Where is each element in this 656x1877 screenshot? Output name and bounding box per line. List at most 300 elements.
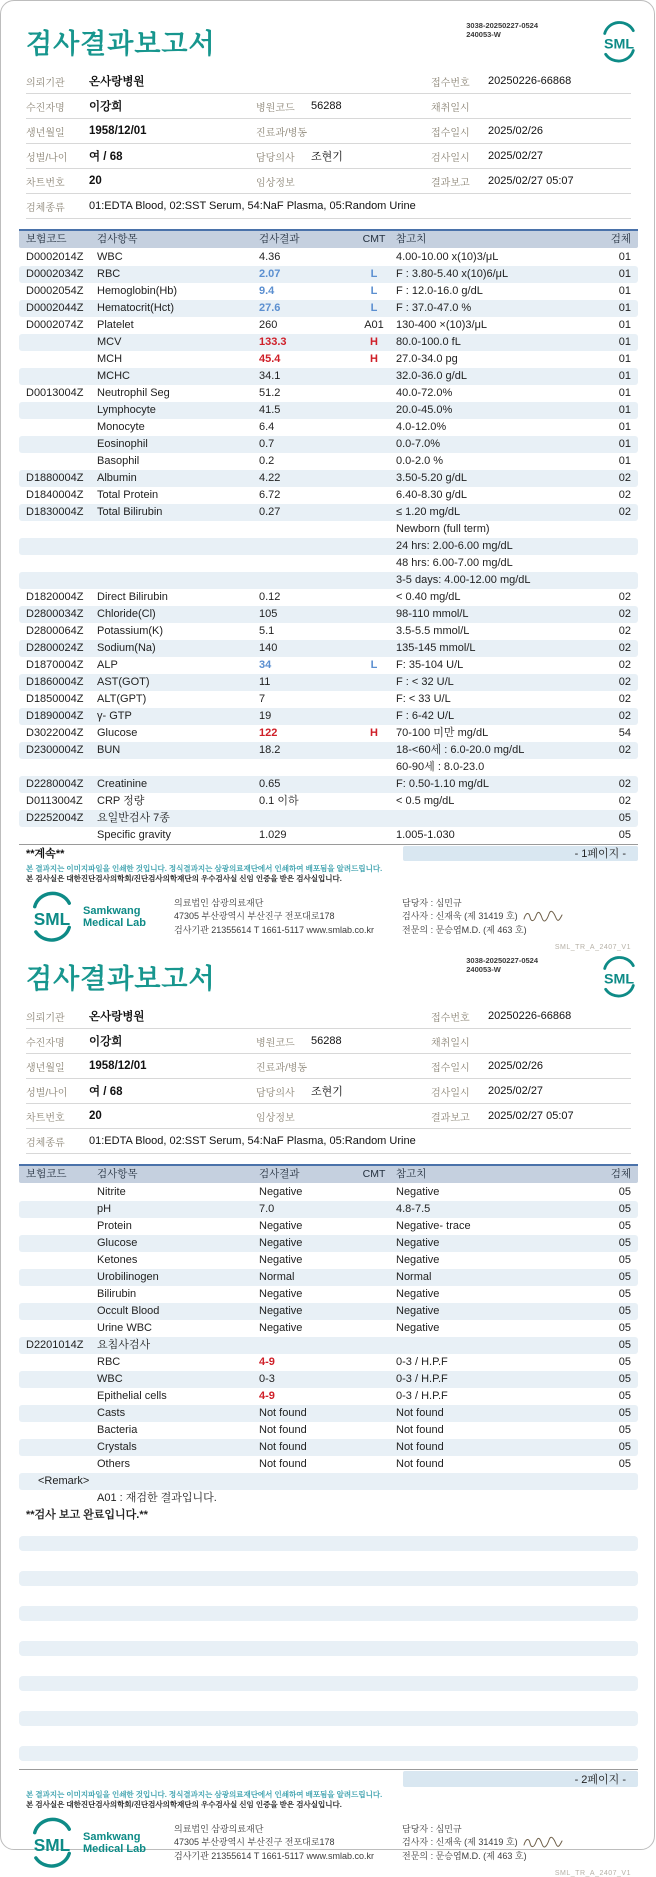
cell-result: 0-3 [259, 1373, 275, 1385]
cell-reference: 27.0-34.0 pg [396, 353, 458, 365]
cell-result: 105 [259, 608, 278, 620]
cell-reference: 0.0-2.0 % [396, 455, 444, 467]
staff-physician: 전문의 : 문승엽M.D. (제 463 호) [402, 924, 527, 935]
cell-test-item: CRP 정량 [97, 795, 145, 807]
empty-stripe [19, 1641, 638, 1656]
cell-insurance-code: D1870004Z [26, 659, 84, 671]
cell-reference: F : 3.80-5.40 x(10)6/μL [396, 268, 509, 280]
cell-reference: < 0.40 mg/dL [396, 591, 461, 603]
cell-insurance-code [26, 1269, 97, 1286]
table-row [19, 1303, 638, 1320]
col-test-item: 검사항목 [97, 1168, 138, 1180]
cell-specimen: 05 [618, 1271, 631, 1283]
cell-test-item: ALT(GPT) [97, 693, 147, 705]
cell-test-item [97, 538, 259, 555]
cell-reference: Not found [396, 1458, 444, 1470]
cell-cmt [356, 419, 392, 436]
cell-result: Not found [259, 1407, 307, 1419]
table-row [19, 385, 638, 402]
info-label: 진료과/병동 [256, 127, 308, 139]
cell-specimen [601, 555, 631, 572]
cell-insurance-code: D2300004Z [26, 744, 84, 756]
info-label: 담당의사 [256, 1087, 295, 1099]
cell-cmt [356, 1354, 392, 1371]
table-row [19, 283, 638, 300]
cell-result: 5.1 [259, 625, 275, 637]
info-label: 생년월일 [26, 1062, 65, 1074]
table-row [19, 317, 638, 334]
info-label: 접수번호 [431, 1012, 470, 1024]
table-row [19, 742, 638, 759]
cell-reference: 18-<60세 : 6.0-20.0 mg/dL [396, 744, 525, 756]
cell-insurance-code: D0002034Z [26, 268, 84, 280]
cell-reference: Negative [396, 1186, 440, 1198]
cell-insurance-code [26, 1235, 97, 1252]
cell-result: 140 [259, 642, 278, 654]
info-value: 이강희 [89, 1036, 123, 1048]
cell-reference: 135-145 mmol/L [396, 642, 476, 654]
cell-cmt [356, 1184, 392, 1201]
cell-result: 122 [259, 727, 278, 739]
cell-cmt [356, 1320, 392, 1337]
info-label: 담당의사 [256, 152, 295, 164]
report-footer [26, 1820, 631, 1866]
cell-cmt: L [370, 302, 378, 314]
table-row [19, 266, 638, 283]
sml-logo-footer [26, 894, 174, 940]
cell-result: Not found [259, 1458, 307, 1470]
cell-cmt [356, 368, 392, 385]
cell-test-item: Ketones [97, 1254, 138, 1266]
cell-specimen: 05 [618, 1356, 631, 1368]
info-value: 01:EDTA Blood, 02:SST Serum, 54:NaF Plasma, 05:Random Urine [89, 200, 416, 212]
cell-insurance-code [26, 419, 97, 436]
cell-result: 4.22 [259, 472, 281, 484]
cell-test-item [97, 521, 259, 538]
page-title: 검사결과보고서 [26, 964, 216, 994]
cell-test-item: Total Bilirubin [97, 506, 163, 518]
cell-specimen: 02 [618, 676, 631, 688]
table-row [19, 1371, 638, 1388]
cell-reference: F : 6-42 U/L [396, 710, 455, 722]
table-row [19, 453, 638, 470]
page-indicator: - 1페이지 - [403, 846, 638, 861]
empty-rows [26, 1536, 631, 1761]
table-row [19, 521, 638, 538]
info-value: 20 [89, 1110, 102, 1122]
cell-cmt [356, 674, 392, 691]
cell-specimen: 01 [618, 268, 631, 280]
cell-insurance-code [26, 538, 97, 555]
cell-insurance-code [26, 1201, 97, 1218]
cell-cmt [356, 1303, 392, 1320]
cell-test-item: Bacteria [97, 1424, 138, 1436]
cell-reference: 24 hrs: 2.00-6.00 mg/dL [396, 540, 513, 552]
cell-insurance-code: D1880004Z [26, 472, 84, 484]
cell-test-item: Glucose [97, 1237, 138, 1249]
col-insurance-code: 보험코드 [26, 1168, 67, 1180]
cell-specimen: 05 [618, 1305, 631, 1317]
cell-cmt [356, 402, 392, 419]
cell-cmt [356, 640, 392, 657]
cell-insurance-code [26, 334, 97, 351]
cell-cmt [356, 708, 392, 725]
cell-specimen: 02 [618, 642, 631, 654]
cell-cmt [356, 759, 392, 776]
cell-reference: ≤ 1.20 mg/dL [396, 506, 461, 518]
cell-cmt [356, 589, 392, 606]
cell-reference: Negative [396, 1305, 440, 1317]
cell-test-item: Platelet [97, 319, 134, 331]
table-row [19, 1286, 638, 1303]
info-label: 검체종류 [26, 202, 65, 214]
table-row [19, 1184, 638, 1201]
cell-test-item: Albumin [97, 472, 137, 484]
cell-insurance-code: D3022004Z [26, 727, 84, 739]
cell-specimen: 05 [618, 1390, 631, 1402]
cell-specimen: 05 [618, 1339, 631, 1351]
patient-info-row [26, 1004, 631, 1029]
cell-cmt [356, 555, 392, 572]
cell-insurance-code: D0013004Z [26, 387, 84, 399]
org-address: 의료법인 삼광의료재단 47305 부산광역시 부산진구 전포대로178 검사기관 21355614 T 1661-5117 www.smlab.co.kr [174, 897, 375, 935]
cell-result: 0.12 [259, 591, 281, 603]
cell-reference: 1.005-1.030 [396, 829, 455, 841]
report-page-2 [1, 936, 656, 1877]
cell-result: 7.0 [259, 1203, 275, 1215]
page-indicator-row [19, 1769, 638, 1787]
cell-cmt [356, 1371, 392, 1388]
cell-insurance-code [26, 759, 97, 776]
cell-specimen: 01 [618, 421, 631, 433]
cell-reference: Negative [396, 1237, 440, 1249]
col-reference: 참고치 [396, 233, 427, 245]
empty-stripe [19, 1536, 638, 1551]
staff-physician: 전문의 : 문승엽M.D. (제 463 호) [402, 1850, 527, 1861]
cell-insurance-code: D1830004Z [26, 506, 84, 518]
table-row [19, 1456, 638, 1473]
cell-result: Negative [259, 1237, 303, 1249]
cell-cmt [356, 1405, 392, 1422]
cell-reference: 98-110 mmol/L [396, 608, 469, 620]
info-value: 1958/12/01 [89, 1060, 147, 1072]
table-row [19, 640, 638, 657]
continuation-row [19, 844, 638, 861]
cell-specimen: 01 [618, 404, 631, 416]
cell-reference: 6.40-8.30 g/dL [396, 489, 467, 501]
cell-reference: F: < 33 U/L [396, 693, 451, 705]
cell-result: Negative [259, 1305, 303, 1317]
cell-cmt [356, 1269, 392, 1286]
info-label: 성별/나이 [26, 1087, 68, 1099]
info-label: 진료과/병동 [256, 1062, 308, 1074]
info-label: 의뢰기관 [26, 1012, 65, 1024]
info-label: 결과보고 [431, 177, 470, 189]
cell-result: Negative [259, 1186, 303, 1198]
cell-result: Negative [259, 1220, 303, 1232]
page-title: 검사결과보고서 [26, 29, 216, 59]
cell-insurance-code: D1890004Z [26, 710, 84, 722]
patient-info-row [26, 1104, 631, 1129]
cell-test-item: Hemoglobin(Hb) [97, 285, 178, 297]
cell-insurance-code: D2280004Z [26, 778, 84, 790]
cell-result: 4-9 [259, 1356, 275, 1368]
cell-result: 51.2 [259, 387, 281, 399]
cell-specimen: 02 [618, 744, 631, 756]
table-row [19, 572, 638, 589]
cell-test-item: BUN [97, 744, 121, 756]
empty-stripe [19, 1606, 638, 1621]
cell-test-item: pH [97, 1203, 112, 1215]
sml-logo-icon [598, 23, 640, 66]
cell-insurance-code [26, 1184, 97, 1201]
cell-result: 0.1 이하 [259, 795, 299, 807]
cell-reference: 32.0-36.0 g/dL [396, 370, 467, 382]
patient-info-section [26, 69, 631, 219]
info-label: 차트번호 [26, 177, 65, 189]
cell-insurance-code [26, 521, 97, 538]
cell-insurance-code [26, 1439, 97, 1456]
info-label: 접수번호 [431, 77, 470, 89]
cell-result: 34 [259, 659, 272, 671]
table-row [19, 776, 638, 793]
cell-reference: 4.0-12.0% [396, 421, 447, 433]
cell-specimen: 05 [618, 1407, 631, 1419]
col-specimen: 검체 [610, 1168, 631, 1180]
cell-cmt: L [370, 659, 378, 671]
cell-specimen: 01 [618, 455, 631, 467]
cell-cmt [356, 1201, 392, 1218]
cell-specimen: 02 [618, 693, 631, 705]
cell-cmt [356, 249, 392, 266]
cell-specimen: 02 [618, 778, 631, 790]
info-label: 성별/나이 [26, 152, 68, 164]
table-row [19, 606, 638, 623]
cell-insurance-code: D2800034Z [26, 608, 84, 620]
cell-insurance-code: D0002054Z [26, 285, 84, 297]
disclaimer-line1: 본 결과지는 이미지파일을 인쇄한 것입니다. 정식결과지는 삼광의료재단에서 인쇄하여 배포됨을 알려드립니다. [26, 1790, 383, 1799]
cell-cmt [356, 776, 392, 793]
cell-test-item: Total Protein [97, 489, 159, 501]
info-value: 2025/02/27 [488, 150, 544, 162]
patient-info-row [26, 194, 631, 219]
cell-reference: < 0.5 mg/dL [396, 795, 455, 807]
cell-cmt [356, 453, 392, 470]
table-row [19, 1388, 638, 1405]
cell-insurance-code: D0002014Z [26, 251, 84, 263]
cell-result: 27.6 [259, 302, 281, 314]
cell-cmt: H [370, 353, 378, 365]
info-label: 채취일시 [431, 102, 470, 114]
cell-reference: 80.0-100.0 fL [396, 336, 461, 348]
cell-reference: 0-3 / H.P.F [396, 1356, 448, 1368]
cell-reference: 130-400 ×(10)3/μL [396, 319, 488, 331]
results-table [26, 249, 631, 844]
cell-reference [392, 1337, 601, 1354]
cell-reference: 40.0-72.0% [396, 387, 453, 399]
info-label: 임상정보 [256, 177, 295, 189]
cell-cmt [356, 538, 392, 555]
doc-number-line1: 3038-20250227-0524 [466, 956, 538, 965]
cell-specimen: 05 [618, 1424, 631, 1436]
cell-reference: 0.0-7.0% [396, 438, 441, 450]
info-value: 01:EDTA Blood, 02:SST Serum, 54:NaF Plasma, 05:Random Urine [89, 1135, 416, 1147]
cell-result: 1.029 [259, 829, 287, 841]
info-value: 이강희 [89, 101, 123, 113]
cell-test-item: MCV [97, 336, 122, 348]
info-label: 생년월일 [26, 127, 65, 139]
table-row [19, 1235, 638, 1252]
info-label: 접수일시 [431, 1062, 470, 1074]
cell-cmt [356, 623, 392, 640]
cell-cmt [356, 1422, 392, 1439]
info-label: 차트번호 [26, 1112, 65, 1124]
cell-reference: Normal [396, 1271, 432, 1283]
cell-reference: F : 37.0-47.0 % [396, 302, 472, 314]
table-row [19, 708, 638, 725]
cell-specimen: 01 [618, 285, 631, 297]
cell-result: 4.36 [259, 251, 281, 263]
disclaimer [26, 864, 631, 883]
cell-result: 2.07 [259, 268, 281, 280]
results-table [26, 1184, 631, 1473]
cell-test-item: WBC [97, 251, 123, 263]
doc-number-line1: 3038-20250227-0524 [466, 21, 538, 30]
disclaimer-line2: 본 검사실은 대한진단검사의학회/진단검사의학재단의 우수검사실 신임 인증을 받은 검사실입니다. [26, 1799, 342, 1809]
cell-specimen: 01 [618, 251, 631, 263]
svg-text:SML: SML [603, 36, 635, 53]
cell-result: 0.27 [259, 506, 281, 518]
cell-cmt [356, 470, 392, 487]
remark-text: A01 : 재검한 결과입니다. [97, 1492, 217, 1504]
cell-reference [392, 810, 601, 827]
cell-specimen: 05 [618, 812, 631, 824]
cell-result: 0.7 [259, 438, 275, 450]
cell-reference: Not found [396, 1407, 444, 1419]
cell-test-item: Nitrite [97, 1186, 126, 1198]
cell-insurance-code [26, 436, 97, 453]
empty-stripe [19, 1711, 638, 1726]
cell-insurance-code [26, 1286, 97, 1303]
staff-info [402, 897, 631, 938]
cell-specimen: 05 [618, 1373, 631, 1385]
doc-number-line2: 240053-W [466, 965, 501, 974]
info-value: 20 [89, 175, 102, 187]
cell-cmt [356, 1286, 392, 1303]
cell-specimen [601, 572, 631, 589]
table-row [19, 1269, 638, 1286]
patient-info-row [26, 1054, 631, 1079]
patient-info-section [26, 1004, 631, 1154]
cell-cmt [356, 1337, 392, 1354]
info-value: 2025/02/27 05:07 [488, 175, 574, 187]
info-value: 2025/02/26 [488, 1060, 544, 1072]
cell-reference: 0-3 / H.P.F [396, 1373, 448, 1385]
info-value: 2025/02/27 [488, 1085, 544, 1097]
remark-header-row [19, 1473, 638, 1490]
table-row [19, 1405, 638, 1422]
cell-cmt: A01 [364, 319, 384, 331]
table-row [19, 793, 638, 810]
cell-specimen: 05 [618, 1322, 631, 1334]
table-row [19, 300, 638, 317]
cell-result [259, 521, 356, 538]
cell-cmt [356, 1456, 392, 1473]
patient-info-row [26, 1079, 631, 1104]
cell-reference: 4.8-7.5 [396, 1203, 431, 1215]
cell-result: 11 [259, 676, 271, 688]
cell-specimen: 05 [618, 1254, 631, 1266]
cell-reference: 60-90세 : 8.0-23.0 [396, 761, 485, 773]
info-label: 검사일시 [431, 1087, 470, 1099]
cell-test-item: 요일반검사 7종 [97, 812, 170, 824]
info-value: 조현기 [311, 151, 343, 163]
table-row [19, 657, 638, 674]
sml-logo-footer [26, 1820, 174, 1866]
cell-insurance-code: D0113004Z [26, 795, 83, 807]
cell-specimen: 05 [618, 1186, 631, 1198]
staff-info [402, 1823, 631, 1864]
cell-cmt [356, 1218, 392, 1235]
cell-cmt [356, 1388, 392, 1405]
col-cmt: CMT [362, 1168, 386, 1180]
empty-stripe [19, 1676, 638, 1691]
examiner-signature-icon [522, 910, 564, 923]
cell-insurance-code [26, 1303, 97, 1320]
cell-test-item: Protein [97, 1220, 132, 1232]
patient-info-row [26, 1029, 631, 1054]
cell-insurance-code [26, 827, 97, 844]
cell-insurance-code [26, 368, 97, 385]
cell-cmt [356, 742, 392, 759]
info-value: 여 / 68 [89, 151, 123, 163]
patient-info-row [26, 144, 631, 169]
cell-test-item: MCH [97, 353, 123, 365]
cell-reference: F: 0.50-1.10 mg/dL [396, 778, 489, 790]
cell-result: 19 [259, 710, 272, 722]
info-value: 56288 [311, 1035, 342, 1047]
cell-test-item: Specific gravity [97, 829, 171, 841]
table-row [19, 725, 638, 742]
cell-test-item [97, 555, 259, 572]
cell-result: 0.65 [259, 778, 281, 790]
sml-logo-icon [26, 1820, 78, 1866]
cell-reference: Negative [396, 1322, 440, 1334]
table-row [19, 674, 638, 691]
cell-result: 6.4 [259, 421, 275, 433]
cell-result [259, 538, 356, 555]
table-row [19, 436, 638, 453]
table-row [19, 1201, 638, 1218]
cell-cmt [356, 385, 392, 402]
cell-specimen: 05 [618, 1458, 631, 1470]
cell-result: 34.1 [259, 370, 281, 382]
empty-stripe [19, 1571, 638, 1586]
cell-cmt [356, 436, 392, 453]
table-row [19, 419, 638, 436]
doc-number [466, 956, 538, 974]
col-specimen: 검체 [610, 233, 631, 245]
info-value: 56288 [311, 100, 342, 112]
cell-reference: Not found [396, 1441, 444, 1453]
cell-insurance-code: D2201014Z [26, 1339, 84, 1351]
info-label: 임상정보 [256, 1112, 295, 1124]
cell-cmt [356, 572, 392, 589]
cell-test-item: Epithelial cells [97, 1390, 167, 1402]
cell-cmt [356, 1252, 392, 1269]
table-row [19, 470, 638, 487]
table-row [19, 1252, 638, 1269]
